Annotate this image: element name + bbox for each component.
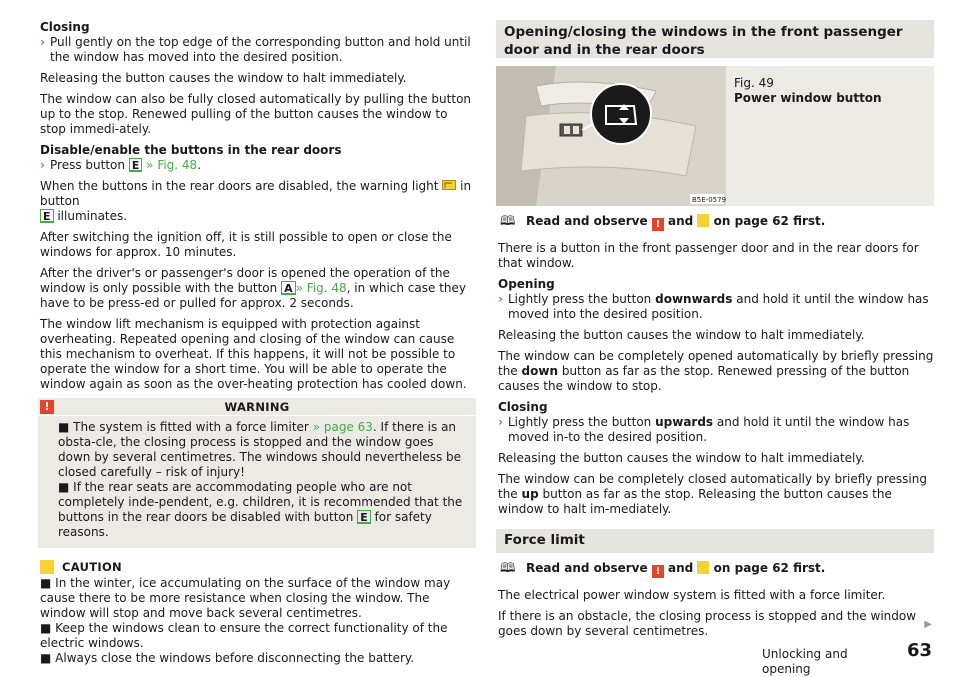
figure-code: B5E-0579 — [692, 196, 726, 204]
caution-item-2: ■ Keep the windows clean to ensure the correct functionality of the electric windows. — [40, 621, 448, 650]
ignition-paragraph: After switching the ignition off, it is still possible to open or close the windows for approx. 10 minutes. — [40, 230, 452, 259]
fig-48-link[interactable]: » Fig. 48 — [295, 281, 347, 295]
force-paragraph-1: The electrical power window system is fitted with a force limiter. — [498, 588, 886, 602]
opening-paragraph-1: Releasing the button causes the window to halt immediately. — [498, 328, 865, 342]
continue-arrow-icon: ▶ — [924, 619, 932, 630]
caution-item-1: ■ In the winter, ice accumulating on the surface of the window may cause there to be more resistance when closing the window. The window will stop and move back several centimetres. — [40, 576, 451, 620]
closing-step-text: Pull gently on the top edge of the corresponding button and hold until the window has moved into the desired position. — [50, 35, 471, 64]
closing-heading-right: Closing — [498, 400, 548, 414]
force-read-observe-line — [498, 561, 934, 578]
figure-caption — [734, 76, 882, 106]
warning-light-paragraph — [40, 179, 476, 224]
opening-p2-bold: down — [521, 364, 558, 378]
button-key-a: A — [281, 281, 296, 295]
disable-step-pre: Press button — [50, 158, 125, 172]
warning-header — [38, 398, 476, 416]
chevron-right-icon: › — [498, 292, 503, 306]
button-key-e: E — [40, 209, 54, 223]
caution-label: CAUTION — [62, 560, 122, 574]
closing-p2-bold: up — [521, 487, 539, 501]
warnlight-mid: in button — [40, 179, 472, 208]
force-read-post: on page 62 first. — [713, 561, 826, 575]
closing-step — [40, 35, 476, 65]
warning-item-2-post: for safety reasons. — [58, 510, 432, 539]
disable-heading: Disable/enable the buttons in the rear doors — [40, 143, 342, 157]
warning-label: WARNING — [224, 400, 290, 414]
warnlight-pre: When the buttons in the rear doors are disabled, the warning light — [40, 179, 439, 193]
force-read-pre: Read and observe — [526, 561, 648, 575]
warning-icon: ! — [652, 218, 664, 231]
closing-step-pre: Lightly press the button — [508, 415, 652, 429]
read-pre: Read and observe — [526, 214, 648, 228]
section-title: Opening/closing the windows in the front passenger door and in the rear doors — [496, 20, 934, 58]
closing-p2-post: button as far as the stop. Releasing the button causes the window to halt im-mediately. — [498, 487, 892, 516]
book-icon: 🕮 — [500, 561, 516, 576]
opening-p2-pre: The window can be completely opened automatically by briefly pressing the — [498, 349, 934, 378]
disable-step — [40, 158, 476, 173]
page-number: 63 — [906, 640, 932, 661]
warning-icon: ! — [40, 400, 54, 414]
footer-section: Unlocking and opening — [762, 647, 848, 676]
force-read-and: and — [668, 561, 694, 575]
opening-paragraph-2 — [498, 349, 934, 394]
force-paragraph-2: If there is an obstacle, the closing process is stopped and the window goes down by several centimetres. — [498, 609, 917, 638]
chevron-right-icon: › — [40, 158, 45, 172]
caution-icon — [697, 561, 709, 574]
chevron-right-icon: › — [498, 415, 503, 429]
warning-item-2 — [58, 480, 468, 540]
closing-heading: Closing — [40, 20, 90, 34]
figure-number: Fig. 49 — [734, 76, 774, 90]
right-column — [498, 20, 934, 645]
power-window-button-image — [496, 66, 726, 206]
warnlight-post: illuminates. — [57, 209, 128, 223]
door-pre: After the driver's or passenger's door is opened the operation of the window is only possible with the button — [40, 266, 450, 295]
opening-step-post: and hold it until the window has moved into the desired position. — [508, 292, 929, 321]
warning-item-1-post: . If there is an obsta-cle, the closing process is stopped and the window goes down by several centimetres. The windows should nevertheless be closed carefully – risk of injury! — [58, 420, 462, 479]
closing-step-right — [498, 415, 934, 445]
read-post: on page 62 first. — [713, 214, 826, 228]
read-and: and — [668, 214, 694, 228]
figure-49 — [496, 66, 934, 206]
opening-step-pre: Lightly press the button — [508, 292, 652, 306]
warning-box — [38, 398, 476, 548]
closing-paragraph-2: The window can also be fully closed automatically by pulling the button up to the stop. Renewed pulling of the button causes the window to stop immedi-ately. — [40, 92, 472, 136]
read-observe-line — [498, 214, 934, 231]
warning-item-1-pre: ■ The system is fitted with a force limiter — [58, 420, 309, 434]
warning-icon: ! — [652, 565, 664, 578]
chevron-right-icon: › — [40, 35, 45, 49]
caution-icon — [697, 214, 709, 227]
opening-heading: Opening — [498, 277, 555, 291]
fig-48-link[interactable]: » Fig. 48 — [146, 158, 198, 172]
figure-title: Power window button — [734, 91, 882, 105]
closing-step-post: and hold it until the window has moved in-to the desired position. — [508, 415, 910, 444]
opening-p2-post: button as far as the stop. Renewed pressing of the button causes the window to stop. — [498, 364, 910, 393]
closing-right-paragraph-2 — [498, 472, 934, 517]
opening-step — [498, 292, 934, 322]
opening-step-bold: downwards — [655, 292, 733, 306]
page-footer — [762, 640, 932, 676]
caution-item-3: ■ Always close the windows before disconnecting the battery. — [40, 651, 415, 665]
closing-paragraph-1: Releasing the button causes the window to halt immediately. — [40, 71, 407, 85]
intro-paragraph: There is a button in the front passenger door and in the rear doors for that window. — [498, 241, 919, 270]
caution-icon — [40, 560, 54, 574]
caution-header — [40, 558, 476, 576]
page-63-link[interactable]: » page 63 — [312, 420, 373, 434]
overheat-paragraph: The window lift mechanism is equipped with protection against overheating. Repeated opening and closing of the window can cause this mechanism to overheat. If this happens, it will not be possible to operate the window for a short time. You will be able to operate the window again as soon as the over-heating protection has cooled down. — [40, 317, 467, 391]
disable-step-post: . — [197, 158, 202, 172]
warning-item-1 — [58, 416, 468, 480]
button-key-e: E — [129, 158, 143, 172]
force-limit-title: Force limit — [496, 529, 934, 553]
warning-item-2-pre: ■ If the rear seats are accommodating people who are not completely inde-pendent, e.g. children, it is recommended that the buttons in the rear doors be disabled with button — [58, 480, 463, 524]
closing-p2-pre: The window can be completely closed automatically by briefly pressing the — [498, 472, 927, 501]
window-lock-icon — [442, 179, 456, 193]
door-paragraph — [40, 266, 476, 311]
button-key-e: E — [357, 510, 371, 524]
left-column — [40, 20, 476, 666]
door-post: , in which case they have to be press-ed or pulled for approx. 2 seconds. — [40, 281, 466, 310]
closing-right-paragraph-1: Releasing the button causes the window to halt immediately. — [498, 451, 865, 465]
closing-step-bold: upwards — [655, 415, 714, 429]
book-icon: 🕮 — [500, 214, 516, 229]
